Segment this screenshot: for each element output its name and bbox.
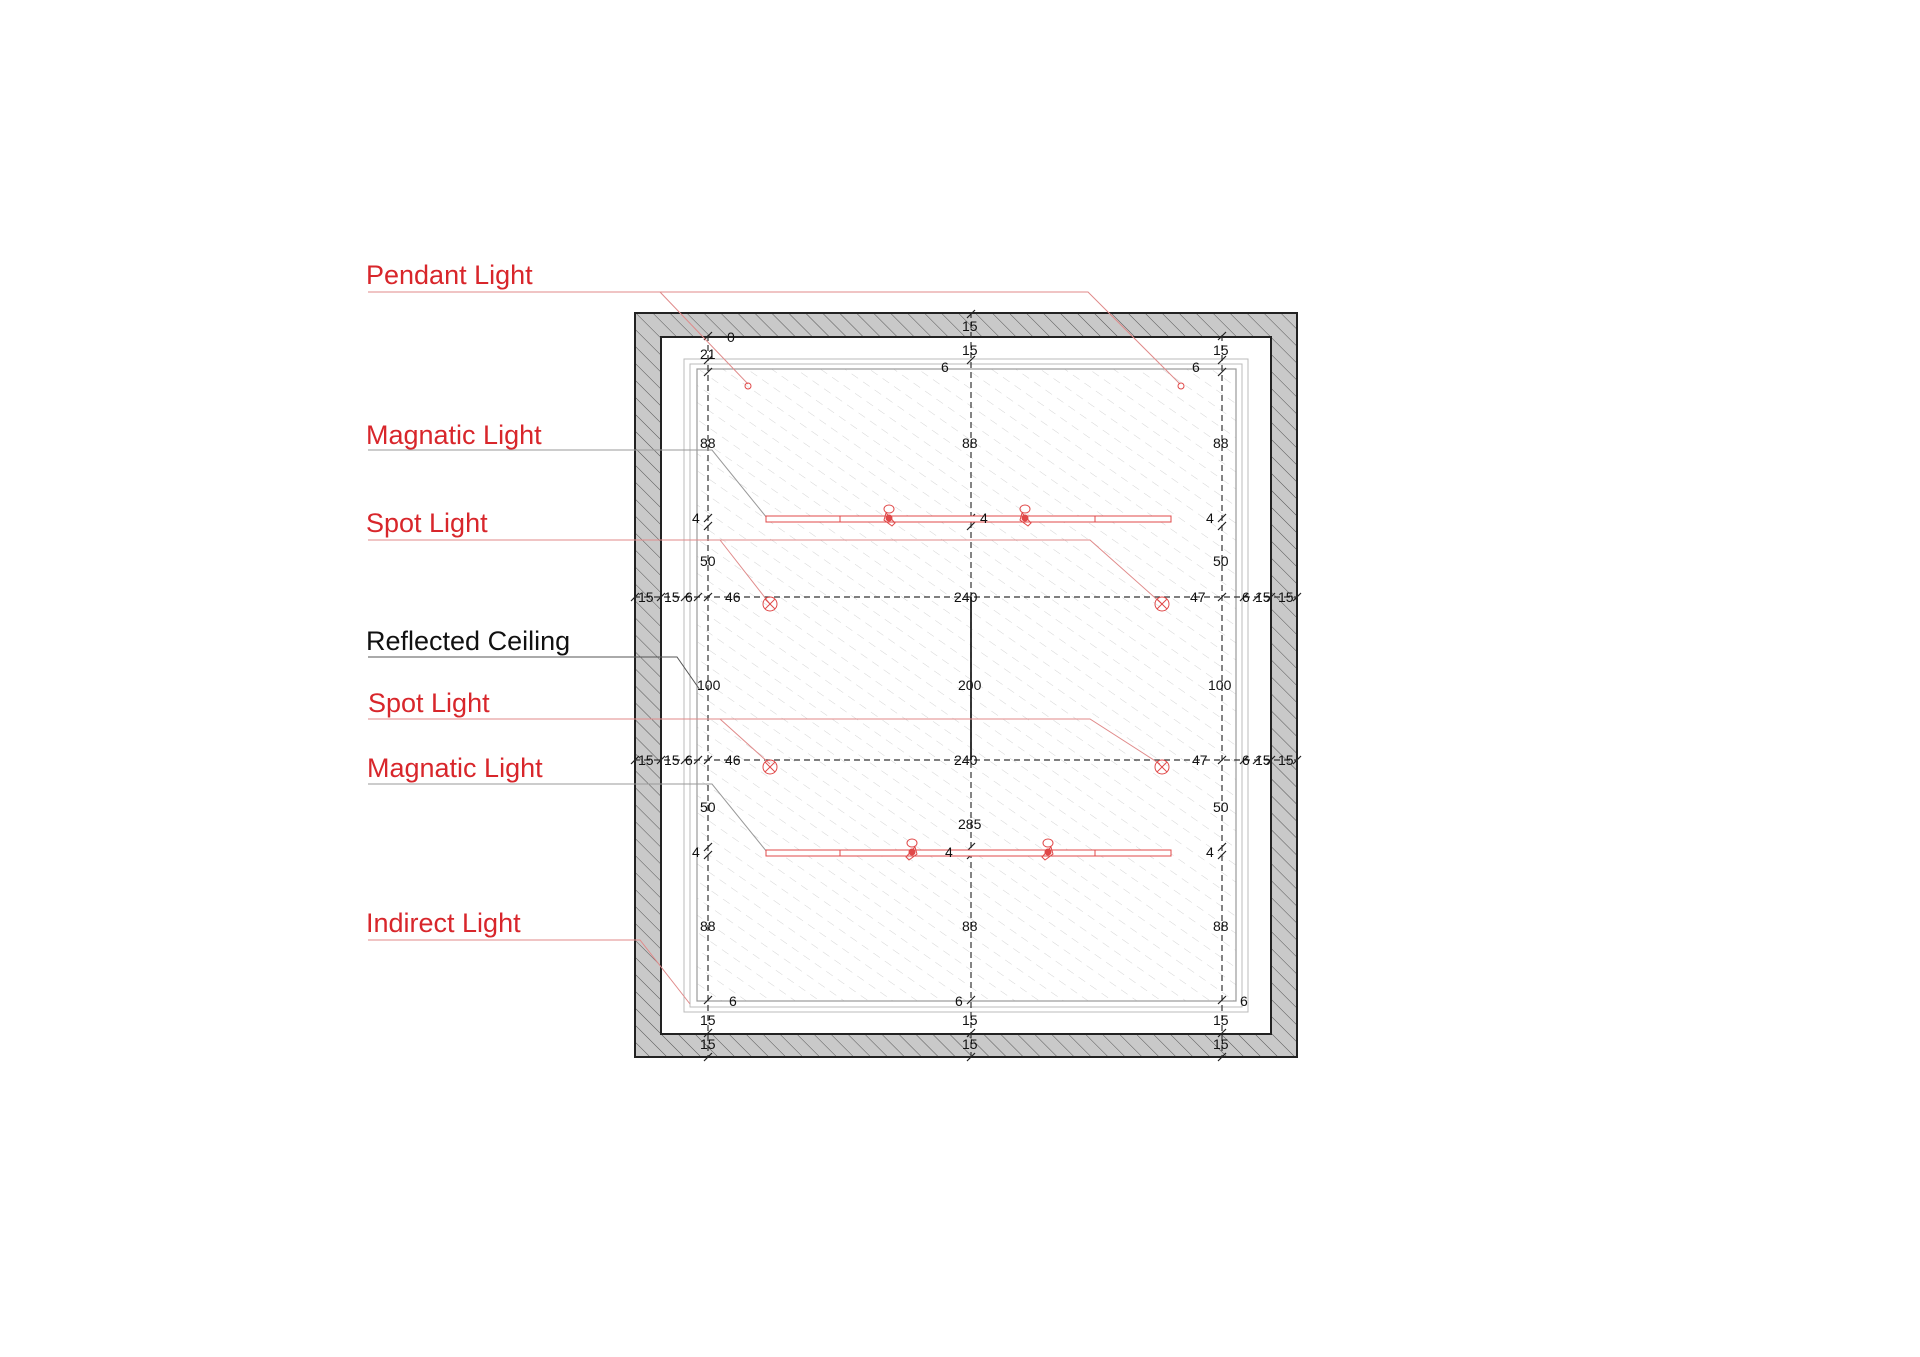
dim-row1-gap-right: 6	[1242, 589, 1250, 605]
dim-row1-wall-left: 15	[638, 589, 654, 605]
dim-row1-right: 47	[1190, 589, 1206, 605]
dim-bottom-wall-center: 15	[962, 1036, 978, 1052]
dim-row2-left: 46	[725, 752, 741, 768]
dim-right-88-bottom: 88	[1213, 918, 1229, 934]
dim-top-inner-right: 15	[1213, 342, 1229, 358]
dim-left-50-bottom: 50	[700, 799, 716, 815]
dim-bottom-gap-center: 6	[955, 993, 963, 1009]
legend-reflected-ceiling: Reflected Ceiling	[366, 626, 571, 656]
dim-bottom-gap-right: 6	[1240, 993, 1248, 1009]
dim-center-4-top: 4	[980, 510, 988, 526]
legend-indirect-light: Indirect Light	[366, 908, 521, 938]
dim-right-88-top: 88	[1213, 435, 1229, 451]
dim-left-100: 100	[697, 677, 721, 693]
dim-center-285: 285	[958, 816, 982, 832]
dim-right-50-bottom: 50	[1213, 799, 1229, 815]
dim-row2-finish-right: 15	[1255, 752, 1271, 768]
dim-center-88-bottom: 88	[962, 918, 978, 934]
dim-row2-center: 240	[954, 752, 978, 768]
dim-top-inner-center: 15	[962, 342, 978, 358]
dim-left-4-bottom: 4	[692, 844, 700, 860]
legend-magnetic-light-top: Magnatic Light	[366, 420, 542, 450]
dim-bottom-wall-right: 15	[1213, 1036, 1229, 1052]
dim-bottom-gap-left: 6	[729, 993, 737, 1009]
dim-left-50-top: 50	[700, 553, 716, 569]
dim-right-4-top: 4	[1206, 510, 1214, 526]
dim-row2-gap-right: 6	[1242, 752, 1250, 768]
dim-bottom-inner-left: 15	[700, 1012, 716, 1028]
magnetic-track-rail-bottom	[766, 850, 1171, 856]
dim-row1-gap-left: 6	[685, 589, 693, 605]
legend-pendant-light: Pendant Light	[366, 260, 533, 290]
legend-magnetic-light-bottom: Magnatic Light	[367, 753, 543, 783]
dim-right-50-top: 50	[1213, 553, 1229, 569]
dim-top-zero: 0	[727, 329, 735, 345]
dim-row2-wall-left: 15	[638, 752, 654, 768]
dim-center-88-top: 88	[962, 435, 978, 451]
magnetic-track-rail-top	[766, 516, 1171, 522]
dim-center-4-bottom: 4	[945, 844, 953, 860]
dim-bottom-wall-left: 15	[700, 1036, 716, 1052]
dim-left-4-top: 4	[692, 510, 700, 526]
dim-top-pendant-center: 6	[941, 359, 949, 375]
legend-spot-light-bottom: Spot Light	[368, 688, 490, 718]
dim-left-88-top: 88	[700, 435, 716, 451]
legend-spot-light-top: Spot Light	[366, 508, 488, 538]
dim-row2-wall-right: 15	[1278, 752, 1294, 768]
dim-row1-left: 46	[725, 589, 741, 605]
dim-right-100: 100	[1208, 677, 1232, 693]
dim-row2-finish-left: 15	[664, 752, 680, 768]
dim-bottom-inner-right: 15	[1213, 1012, 1229, 1028]
dim-top-offset-left: 21	[700, 346, 716, 362]
dim-row1-wall-right: 15	[1278, 589, 1294, 605]
dim-row2-right: 47	[1192, 752, 1208, 768]
dim-top-pendant-right: 6	[1192, 359, 1200, 375]
legend	[366, 260, 570, 938]
dim-row1-center: 240	[954, 589, 978, 605]
dim-left-88-bottom: 88	[700, 918, 716, 934]
dim-row1-finish-left: 15	[664, 589, 680, 605]
dim-row1-finish-right: 15	[1255, 589, 1271, 605]
dim-top-wall: 15	[962, 318, 978, 334]
dim-right-4-bottom: 4	[1206, 844, 1214, 860]
dim-row2-gap-left: 6	[685, 752, 693, 768]
dim-bottom-inner-center: 15	[962, 1012, 978, 1028]
dim-center-200: 200	[958, 677, 982, 693]
